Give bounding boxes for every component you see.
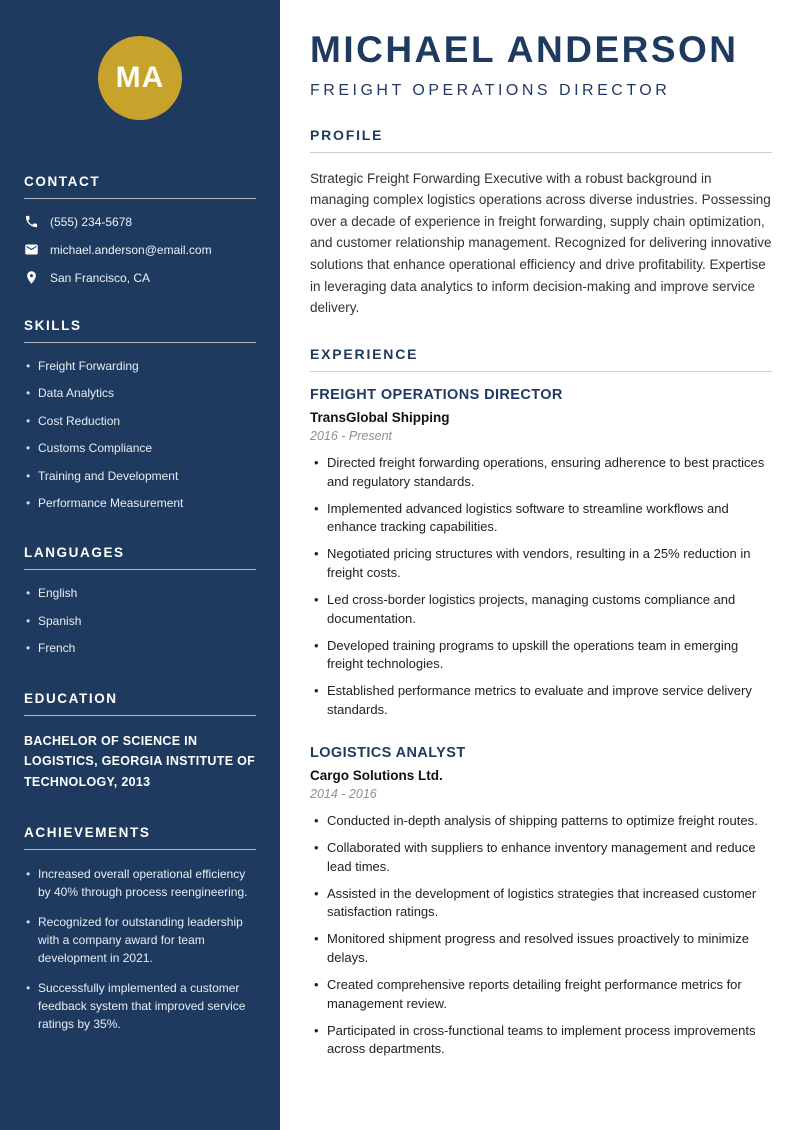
job-bullet: • Developed training programs to upskill the operations team in emerging freight technologies. <box>310 637 772 675</box>
contact-email-row <box>24 242 256 257</box>
skill-item: • Performance Measurement <box>24 495 256 512</box>
achievements-list <box>24 865 256 1033</box>
location-icon <box>24 270 39 285</box>
contact-phone-row <box>24 214 256 229</box>
education-section <box>24 691 256 793</box>
job-role: FREIGHT OPERATIONS DIRECTOR <box>310 386 563 403</box>
skill-item: • Freight Forwarding <box>24 358 256 375</box>
skills-section <box>24 318 256 512</box>
job-company: TransGlobal Shipping <box>310 409 450 425</box>
skill-item: • Training and Development <box>24 468 256 485</box>
contact-section-title: CONTACT <box>24 174 256 199</box>
job-bullet: • Assisted in the development of logistics strategies that increased customer satisfaction ratings. <box>310 885 772 923</box>
skills-section-title: SKILLS <box>24 318 256 343</box>
job-bullet: • Participated in cross-functional teams to implement process improvements across departments. <box>310 1022 772 1060</box>
job-bullet: • Implemented advanced logistics software to streamline workflows and enhance tracking capabilities. <box>310 500 772 538</box>
language-item: • Spanish <box>24 613 256 630</box>
main-content <box>280 0 800 1130</box>
sidebar <box>0 0 280 1130</box>
contact-section <box>24 174 256 285</box>
job-bullet: • Conducted in-depth analysis of shipping patterns to optimize freight routes. <box>310 812 772 831</box>
job-bullet: • Negotiated pricing structures with vendors, resulting in a 25% reduction in freight costs. <box>310 545 772 583</box>
languages-section <box>24 545 256 657</box>
email-icon <box>24 242 39 257</box>
education-degree: BACHELOR OF SCIENCE IN LOGISTICS, GEORGIA INSTITUTE OF TECHNOLOGY, 2013 <box>24 733 256 789</box>
profile-section-title: PROFILE <box>310 127 772 153</box>
profile-section <box>310 127 772 319</box>
language-item: • French <box>24 640 256 657</box>
job-bullet: • Monitored shipment progress and resolved issues proactively to minimize delays. <box>310 930 772 968</box>
experience-section-title: EXPERIENCE <box>310 346 772 372</box>
job-bullet: • Directed freight forwarding operations, ensuring adherence to best practices and regulatory standards. <box>310 454 772 492</box>
languages-section-title: LANGUAGES <box>24 545 256 570</box>
education-section-title: EDUCATION <box>24 691 256 716</box>
achievement-item: • Recognized for outstanding leadership with a company award for team development in 2021. <box>24 913 256 967</box>
job-entry-2 <box>310 745 772 1059</box>
job-company: Cargo Solutions Ltd. <box>310 767 443 783</box>
job-dates: 2014 - 2016 <box>310 786 377 801</box>
person-name: MICHAEL ANDERSON <box>310 29 739 70</box>
achievement-item: • Successfully implemented a customer feedback system that improved service ratings by 35%. <box>24 979 256 1033</box>
job-bullets <box>310 454 772 720</box>
avatar-initials: MA <box>115 61 165 94</box>
profile-text: Strategic Freight Forwarding Executive with a robust background in managing complex logistics operations across diverse industries. Possessing over a decade of experience in freight forwarding, supply chain optimization, and customer relationship management. Recognized for delivering innovative solutions that enhance operational efficiency and drive profitability. Expertise in leveraging data analytics to inform decision-making and improve service delivery. <box>310 170 772 316</box>
job-entry-1 <box>310 387 772 720</box>
job-bullet: • Led cross-border logistics projects, managing customs compliance and documentation. <box>310 591 772 629</box>
job-bullet: • Created comprehensive reports detailing freight performance metrics for management review. <box>310 976 772 1014</box>
phone-icon <box>24 214 39 229</box>
skills-list <box>24 358 256 512</box>
contact-location-text: San Francisco, CA <box>50 270 151 285</box>
experience-section <box>310 346 772 1059</box>
languages-list <box>24 585 256 657</box>
skill-item: • Data Analytics <box>24 385 256 402</box>
contact-location-row <box>24 270 256 285</box>
language-item: • English <box>24 585 256 602</box>
achievements-section-title: ACHIEVEMENTS <box>24 825 256 850</box>
skill-item: • Customs Compliance <box>24 440 256 457</box>
achievement-item: • Increased overall operational efficiency by 40% through process reengineering. <box>24 865 256 901</box>
person-job-title: FREIGHT OPERATIONS DIRECTOR <box>310 81 671 99</box>
achievements-section <box>24 825 256 1033</box>
avatar <box>98 36 182 120</box>
contact-email-text: michael.anderson@email.com <box>50 242 212 257</box>
skill-item: • Cost Reduction <box>24 413 256 430</box>
job-bullet: • Established performance metrics to evaluate and improve service delivery standards. <box>310 682 772 720</box>
job-bullet: • Collaborated with suppliers to enhance inventory management and reduce lead times. <box>310 839 772 877</box>
contact-phone-text: (555) 234-5678 <box>50 214 133 229</box>
job-dates: 2016 - Present <box>310 428 392 443</box>
job-bullets <box>310 812 772 1059</box>
job-role: LOGISTICS ANALYST <box>310 744 466 761</box>
